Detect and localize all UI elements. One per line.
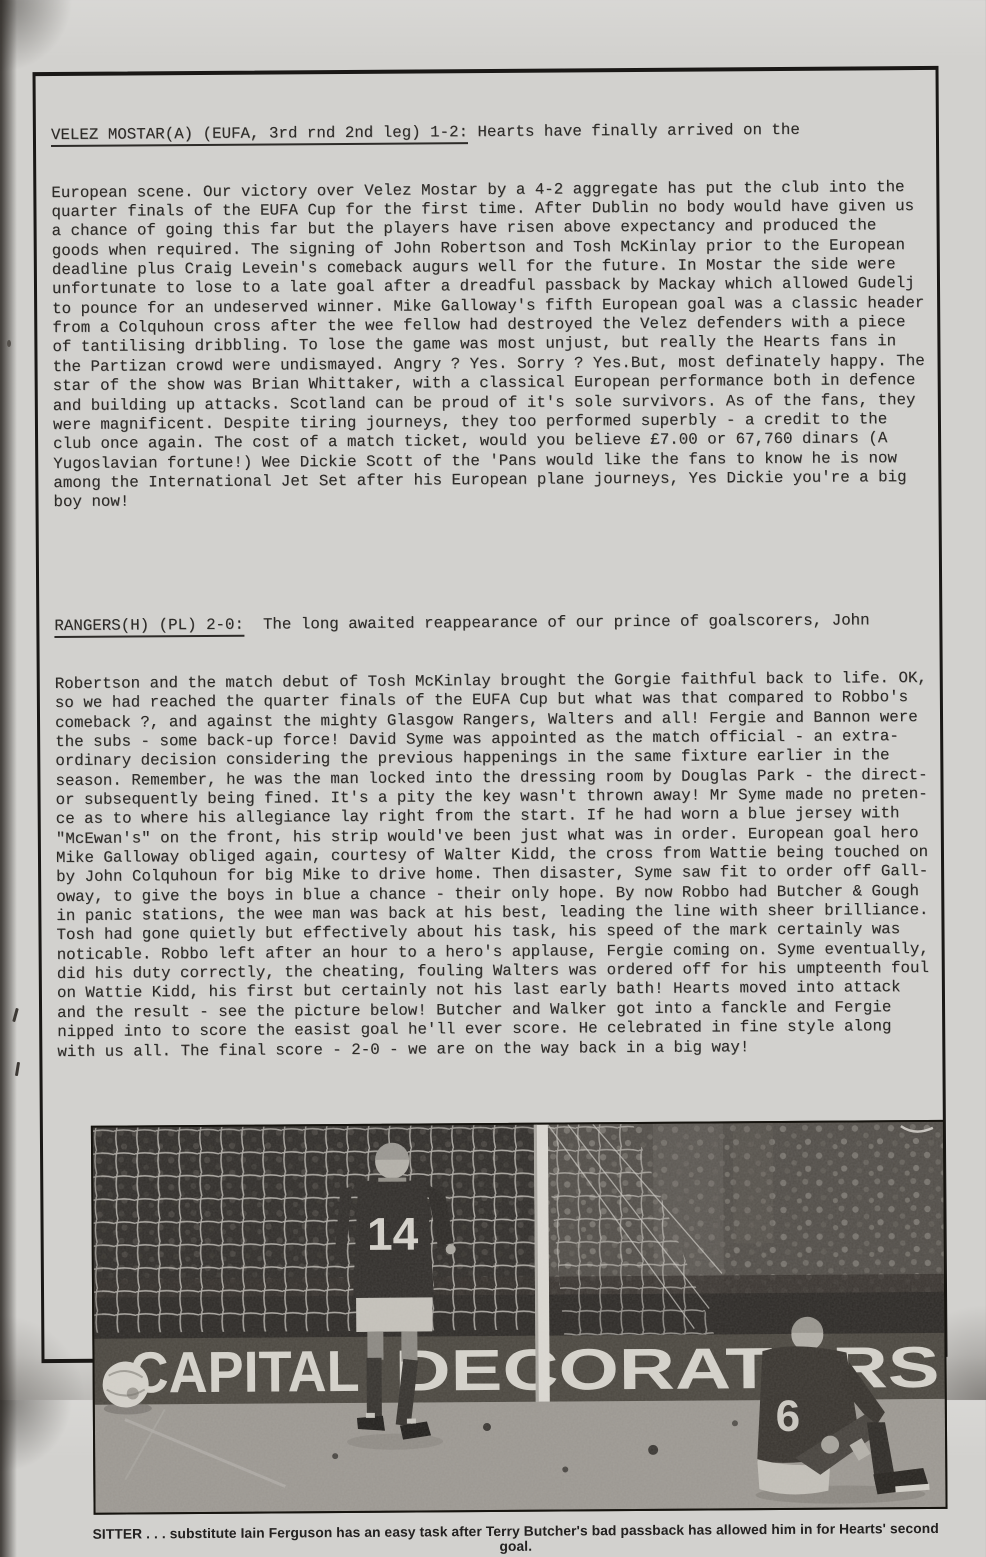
staple-mark (12, 1008, 19, 1022)
content-frame (33, 66, 948, 1554)
staple-mark (15, 1062, 20, 1076)
article-rangers (54, 572, 943, 1100)
photo-grain (93, 1121, 946, 1512)
article-body: European scene. Our victory over Velez Mostar by a 4-2 aggregate has put the club into the quarter finals of the EUFA Cup for the first time. After Dublin no body would have given us a chance of going this far but the players have risen above expectancy and produced the goods when required. The signing of John Robertson and Tosh McKinlay prior to the European deadline plus Craig Levein's comeback augurs well for the future. In Mostar the side were unfortunate to lose to a late goal after a dreadful passback by Mackay which allowed Gudelj to pounce for an undeserved winner. Mike Galloway's fifth European goal was a classic header from a Colquhoun cross after the wee fellow had destroyed the Velez defenders with a piece of tantilising dribbling. To lose the game was most unjust, but really the Hearts fans in the Partizan crowd were undismayed. Angry ? Yes. Sorry ? Yes.But, most definately happy. The star of the show was Brian Whittaker, with a classical European performance both in defence and building up attacks. Scotland can be proud of it's sole survivors. As of the fans, they were magnificent. Despite tiring journeys, they too performed superbly - a credit to the club once again. The cost of a match ticket, would you believe £7.00 or 67,760 dinars (A Yugoslavian fortune!) Wee Dickie Scott of the 'Pans would like the fans to know he is now among the International Jet Set after his European plane journeys, Yes Dickie you're a big boy now! (51, 177, 925, 512)
article-heading: VELEZ MOSTAR(A) (EUFA, 3rd rnd 2nd leg) 1-2: (51, 123, 468, 147)
article-first-line (51, 120, 936, 146)
article-heading-rest: Hearts have finally arrived on the (467, 120, 800, 141)
scan-speck (7, 340, 11, 347)
article-velez-mostar (51, 81, 939, 551)
article-heading: RANGERS(H) (PL) 2-0: (54, 616, 244, 638)
photo-caption: SITTER . . . substitute Iain Ferguson has an easy task after Terry Butcher's bad passback has allowed him in for Hearts' second goal. (92, 1520, 939, 1554)
article-first-line (54, 611, 939, 637)
match-photo (91, 1119, 948, 1514)
article-heading-rest: The long awaited reappearance of our prince of goalscorers, John (243, 611, 870, 634)
article-body: Robertson and the match debut of Tosh McKinlay brought the Gorgie faithful back to life. OK, so we had reached the quarter finals of the EUFA Cup but what was that compared to Robbo's comeback ?, and against the mighty Glasgow Rangers, Walters and all! Fergie and Bannon were the subs - some back-up force! David Syme was appointed as the match official - an extra- ordinary decision considering the previous happenings in the same fixture earlier in the season. Remember, he was the man locked into the dressing room by Douglas Park - the direct- or subsequently being fined. It's a pity the key wasn't thrown away! Mr Syme made no preten- ce as to where his allegiance lay right from the start. If he had worn a blue jersey with "McEwan's" on the front, his strip would've been just what was in order. European goal hero Mike Galloway obliged again, courtesy of Walter Kidd, the cross from Wattie being touched on by John Colquhoun for big Mike to drive home. Then disaster, Syme saw fit to order off Gall- oway, to give the boys in blue a chance - their only hope. By now Robbo had Butcher & Gough in panic stations, the wee man was back at his best, leading the line with sheer brilliance. Tosh had gone quietly but effectively about his task, his speed of the mark certainly was noticable. Robbo left after an hour to a hero's applause, Fergie coming on. Syme eventually, did his duty correctly, the cheating, fouling Walters was ordered off for his umpteenth foul on Wattie Kidd, his first but certainly not his last early bath! Hearts moved into attack and the result - see the picture below! Butcher and Walker got into a fanckle and Fergie nipped into to score the easist goal he'll ever score. He celebrated in fine style along with us all. The final score - 2-0 - we are on the way back in a big way! (54, 668, 929, 1061)
